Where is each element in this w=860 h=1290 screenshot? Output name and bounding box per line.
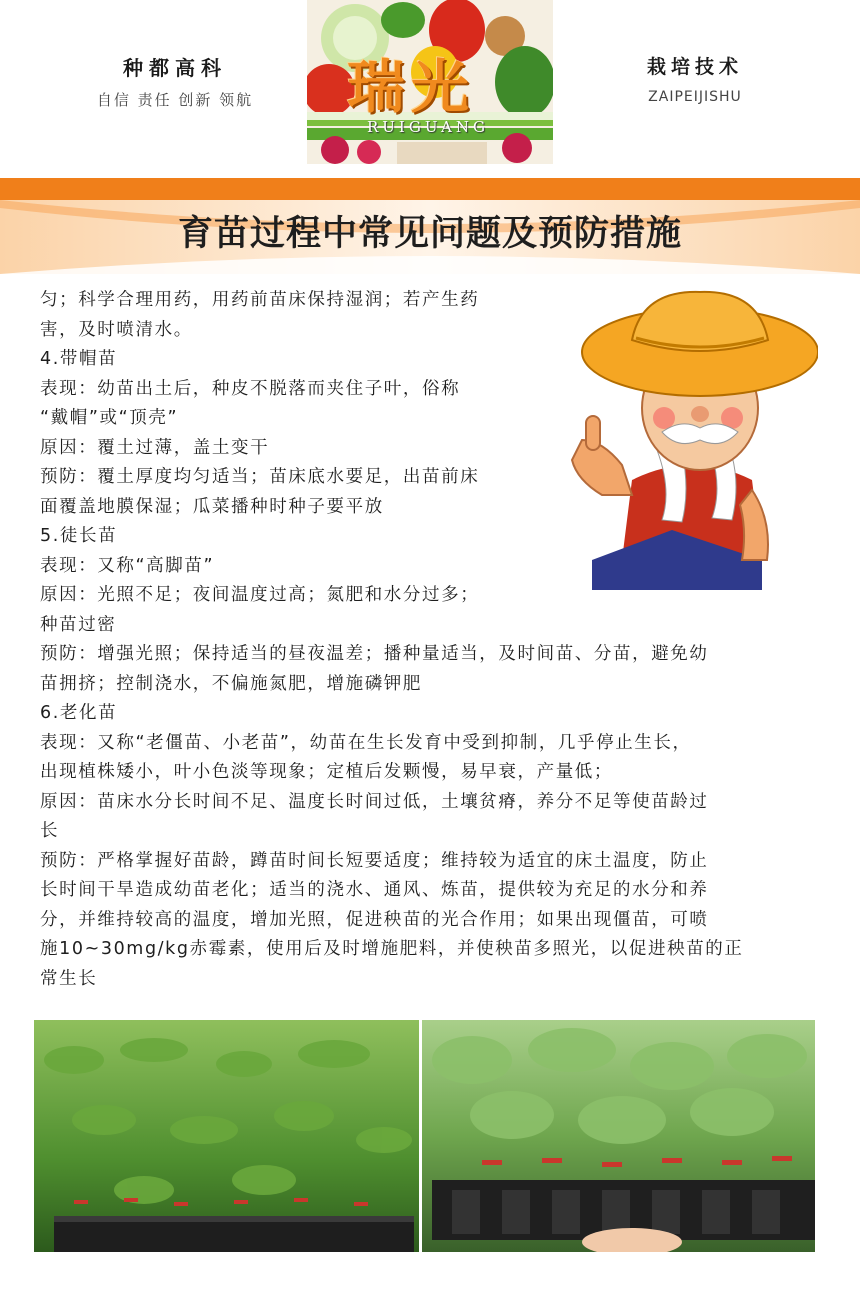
section-heading: 4.带帽苗 bbox=[40, 349, 118, 369]
text-line: 预防：增强光照；保持适当的昼夜温差；播种量适当，及时间苗、分苗，避免幼 bbox=[40, 644, 709, 664]
text-line: 原因：光照不足；夜间温度过高；氮肥和水分过多； bbox=[40, 585, 480, 605]
text-line: 原因：覆土过薄，盖土变干 bbox=[40, 437, 270, 458]
logo-vegetable-image bbox=[307, 0, 553, 164]
left-brand-block bbox=[80, 52, 270, 110]
page-header bbox=[0, 0, 860, 178]
text-line: 表现：又称“高脚苗” bbox=[40, 555, 215, 576]
section-heading: 5.徒长苗 bbox=[40, 526, 118, 546]
text-line: 施10~30mg/kg赤霉素，使用后及时增施肥料，并使秧苗多照光，以促进秧苗的正 bbox=[40, 939, 744, 959]
section-heading: 6.老化苗 bbox=[40, 703, 118, 723]
article-body bbox=[40, 286, 820, 994]
left-brand-slogan: 自信 责任 创新 领航 bbox=[96, 91, 254, 109]
text-line: 长 bbox=[40, 821, 60, 841]
logo-text: 瑞光 bbox=[347, 53, 476, 121]
text-line: 原因：苗床水分长时间不足、温度长时间过低，土壤贫瘠，养分不足等使苗龄过 bbox=[40, 791, 709, 812]
text-line: 常生长 bbox=[40, 968, 98, 989]
cucumber-seedlings-photo bbox=[422, 1020, 815, 1252]
text-line: 害，及时喷清水。 bbox=[40, 319, 193, 340]
text-line: 预防：严格掌握好苗龄，蹲苗时间长短要适度；维持较为适宜的床土温度，防止 bbox=[40, 850, 709, 871]
text-line: 分，并维持较高的温度，增加光照，促进秧苗的光合作用；如果出现僵苗，可喷 bbox=[40, 909, 709, 930]
text-line: 种苗过密 bbox=[40, 614, 117, 635]
right-brand-pinyin: ZAIPEIJISHU bbox=[648, 89, 742, 105]
text-line: 匀；科学合理用药，用药前苗床保持湿润；若产生药 bbox=[40, 290, 480, 310]
text-line: “戴帽”或“顶壳” bbox=[40, 408, 179, 428]
tomato-seedlings-photo bbox=[34, 1020, 419, 1252]
logo-subtext: RUIGUANG bbox=[367, 118, 489, 136]
right-brand-block bbox=[610, 52, 780, 105]
text-line: 长时间干旱造成幼苗老化；适当的浇水、通风、炼苗，提供较为充足的水分和养 bbox=[40, 880, 709, 900]
text-line: 面覆盖地膜保湿；瓜菜播种时种子要平放 bbox=[40, 496, 384, 517]
text-line: 表现：幼苗出土后，种皮不脱落而夹住子叶，俗称 bbox=[40, 378, 461, 399]
text-line: 苗拥挤；控制浇水，不偏施氮肥，增施磷钾肥 bbox=[40, 673, 422, 694]
text-line: 预防：覆土厚度均匀适当；苗床底水要足，出苗前床 bbox=[40, 467, 480, 487]
right-brand-name: 栽培技术 bbox=[646, 56, 743, 78]
left-brand-name: 种都高科 bbox=[123, 56, 227, 80]
text-line: 出现植株矮小，叶小色淡等现象；定植后发颗慢，易早衰，产量低； bbox=[40, 762, 613, 782]
text-line: 表现：又称“老僵苗、小老苗”，幼苗在生长发育中受到抑制，几乎停止生长， bbox=[40, 732, 692, 753]
page-title: 育苗过程中常见问题及预防措施 bbox=[177, 214, 682, 254]
